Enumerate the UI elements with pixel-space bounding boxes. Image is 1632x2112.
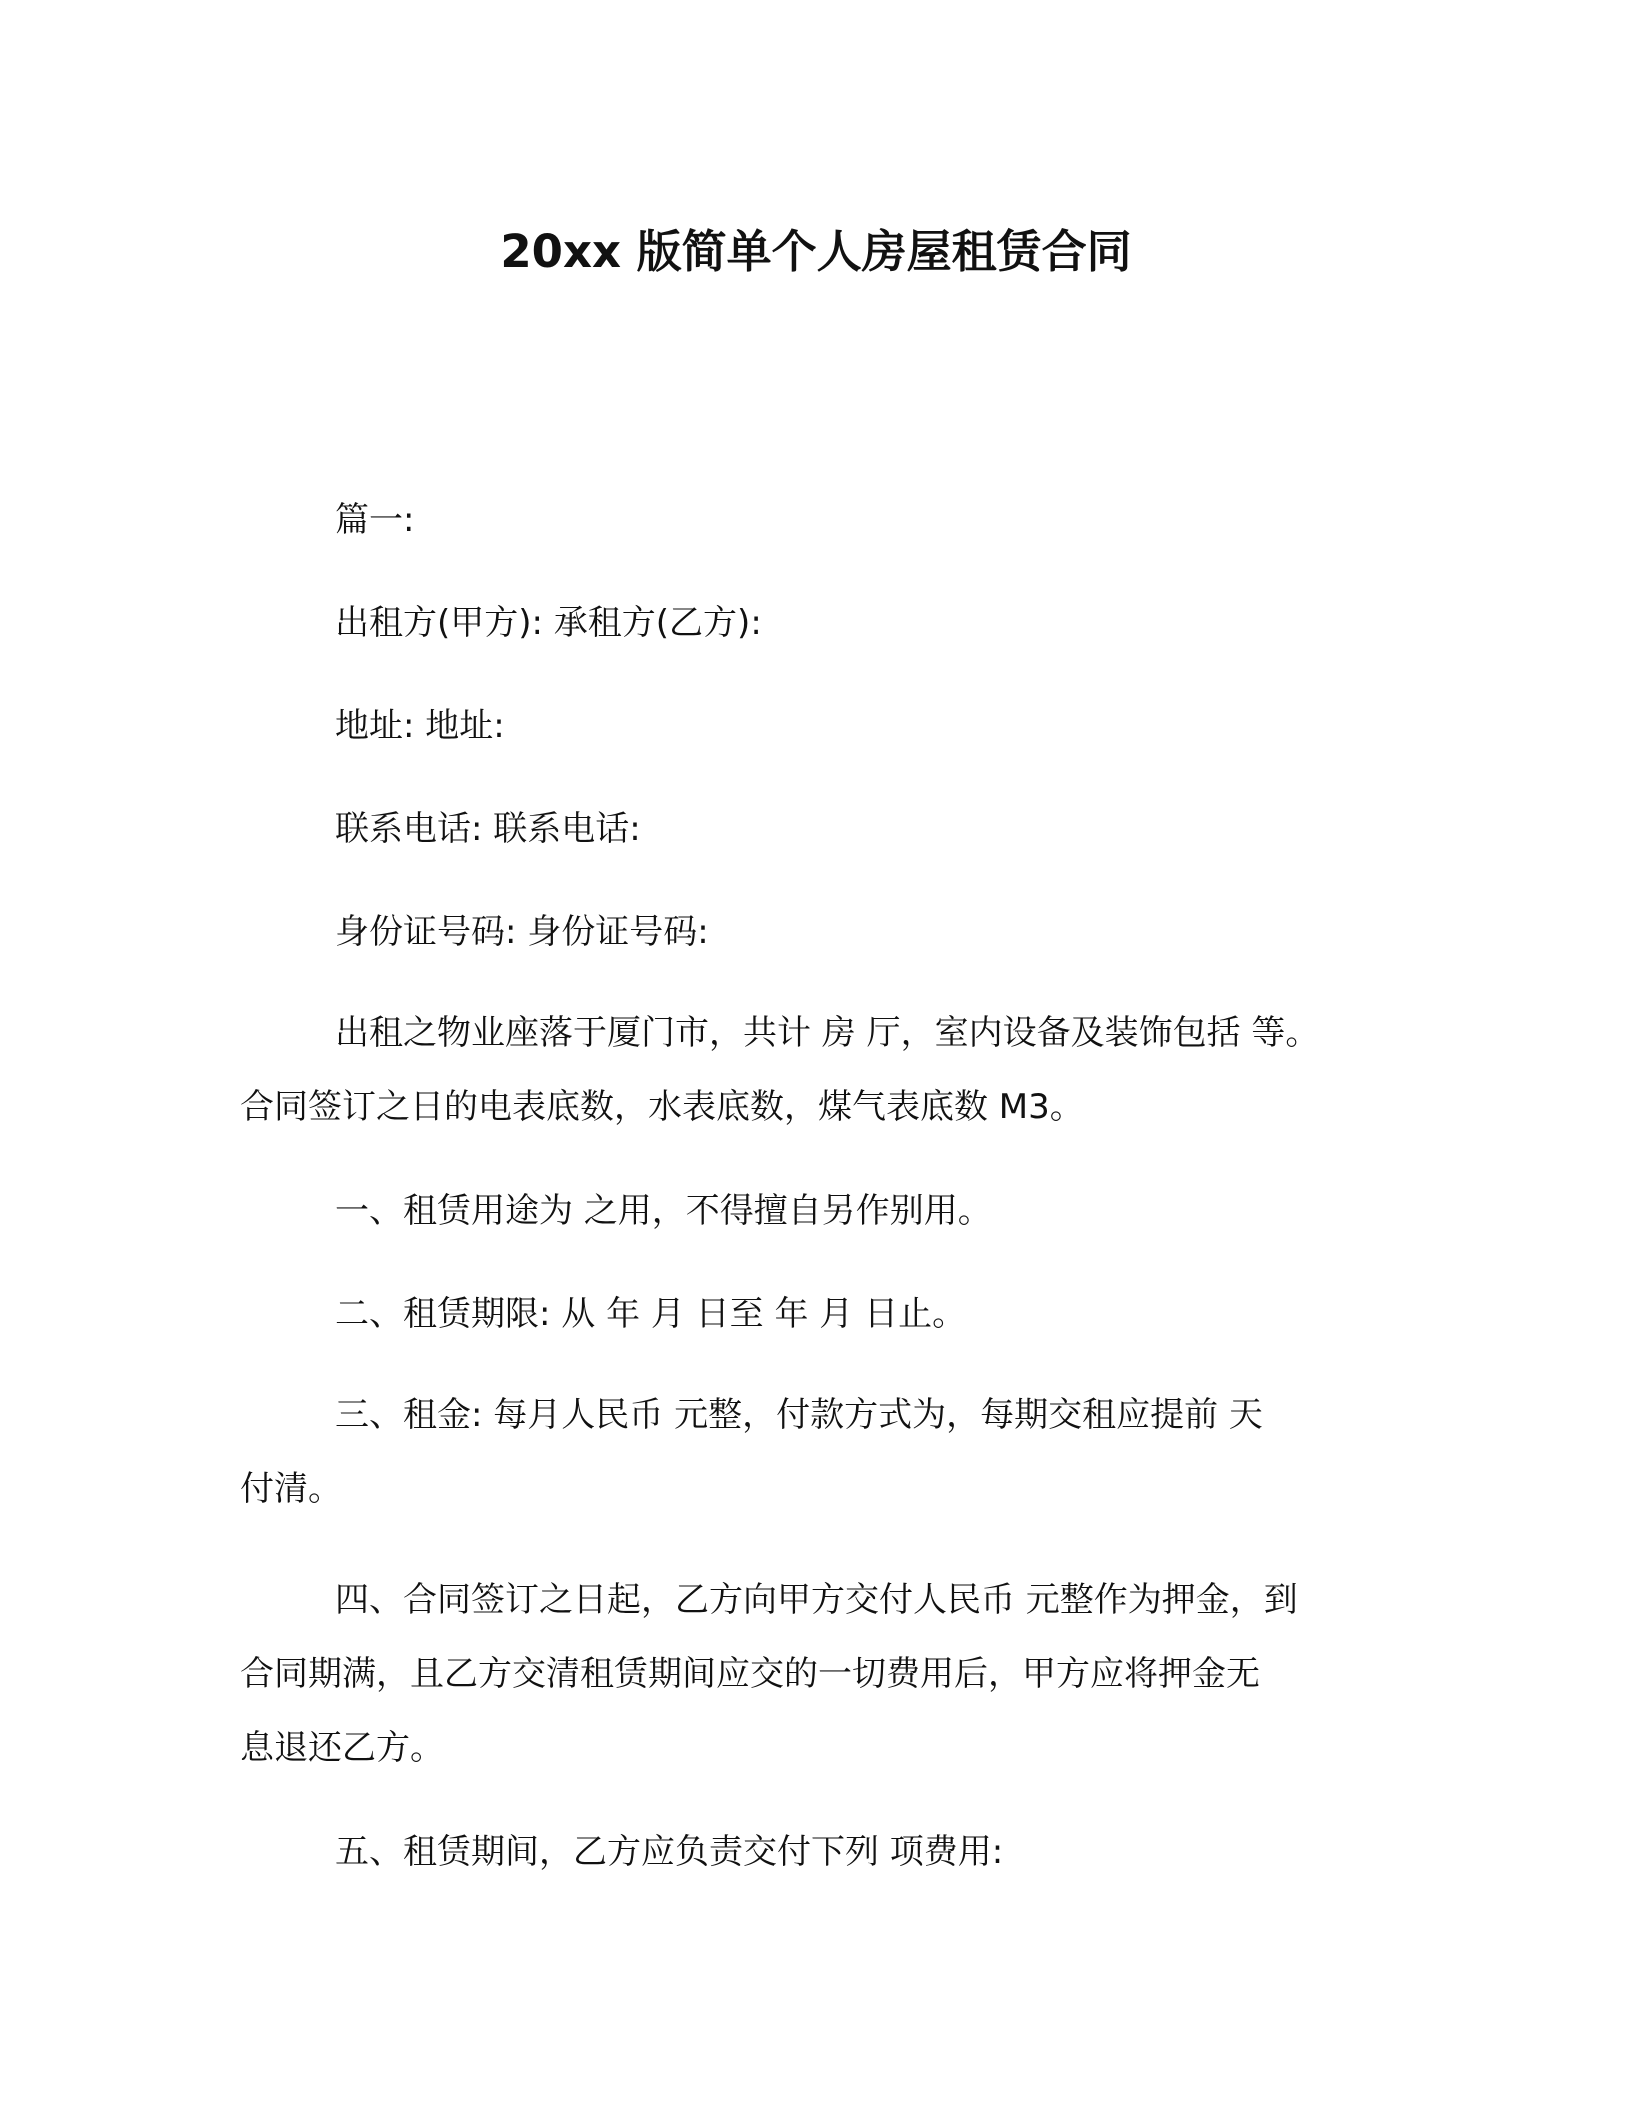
clause-1: 一、租赁用途为 之用，不得擅自另作别用。 [335, 1191, 992, 1231]
id-number-line: 身份证号码: 身份证号码: [335, 912, 709, 952]
clause-4 [240, 1563, 1390, 1785]
clause-2: 二、租赁期限: 从 年 月 日至 年 月 日止。 [335, 1294, 967, 1334]
address-line: 地址: 地址: [335, 706, 505, 746]
section-heading: 篇一: [335, 500, 415, 540]
property-paragraph-line-1: 出租之物业座落于厦门市，共计 房 厅，室内设备及装饰包括 等。 [335, 1013, 1320, 1053]
clause-3-line-1: 三、租金: 每月人民币 元整，付款方式为，每期交租应提前 天 [335, 1395, 1263, 1435]
clause-3 [240, 1378, 1390, 1526]
property-paragraph [240, 996, 1390, 1144]
phone-line: 联系电话: 联系电话: [335, 809, 641, 849]
clause-4-line-1: 四、合同签订之日起，乙方向甲方交付人民币 元整作为押金，到 [335, 1580, 1298, 1620]
clause-4-line-3: 息退还乙方。 [240, 1728, 444, 1768]
clause-4-line-2: 合同期满，且乙方交清租赁期间应交的一切费用后，甲方应将押金无 [240, 1654, 1260, 1694]
parties-line: 出租方(甲方): 承租方(乙方): [335, 603, 762, 643]
property-paragraph-line-2: 合同签订之日的电表底数，水表底数，煤气表底数 M3。 [240, 1087, 1084, 1127]
document-title: 20xx 版简单个人房屋租赁合同 [500, 225, 1132, 278]
clause-5: 五、租赁期间，乙方应负责交付下列 项费用: [335, 1832, 1004, 1872]
clause-3-line-2: 付清。 [240, 1469, 342, 1509]
